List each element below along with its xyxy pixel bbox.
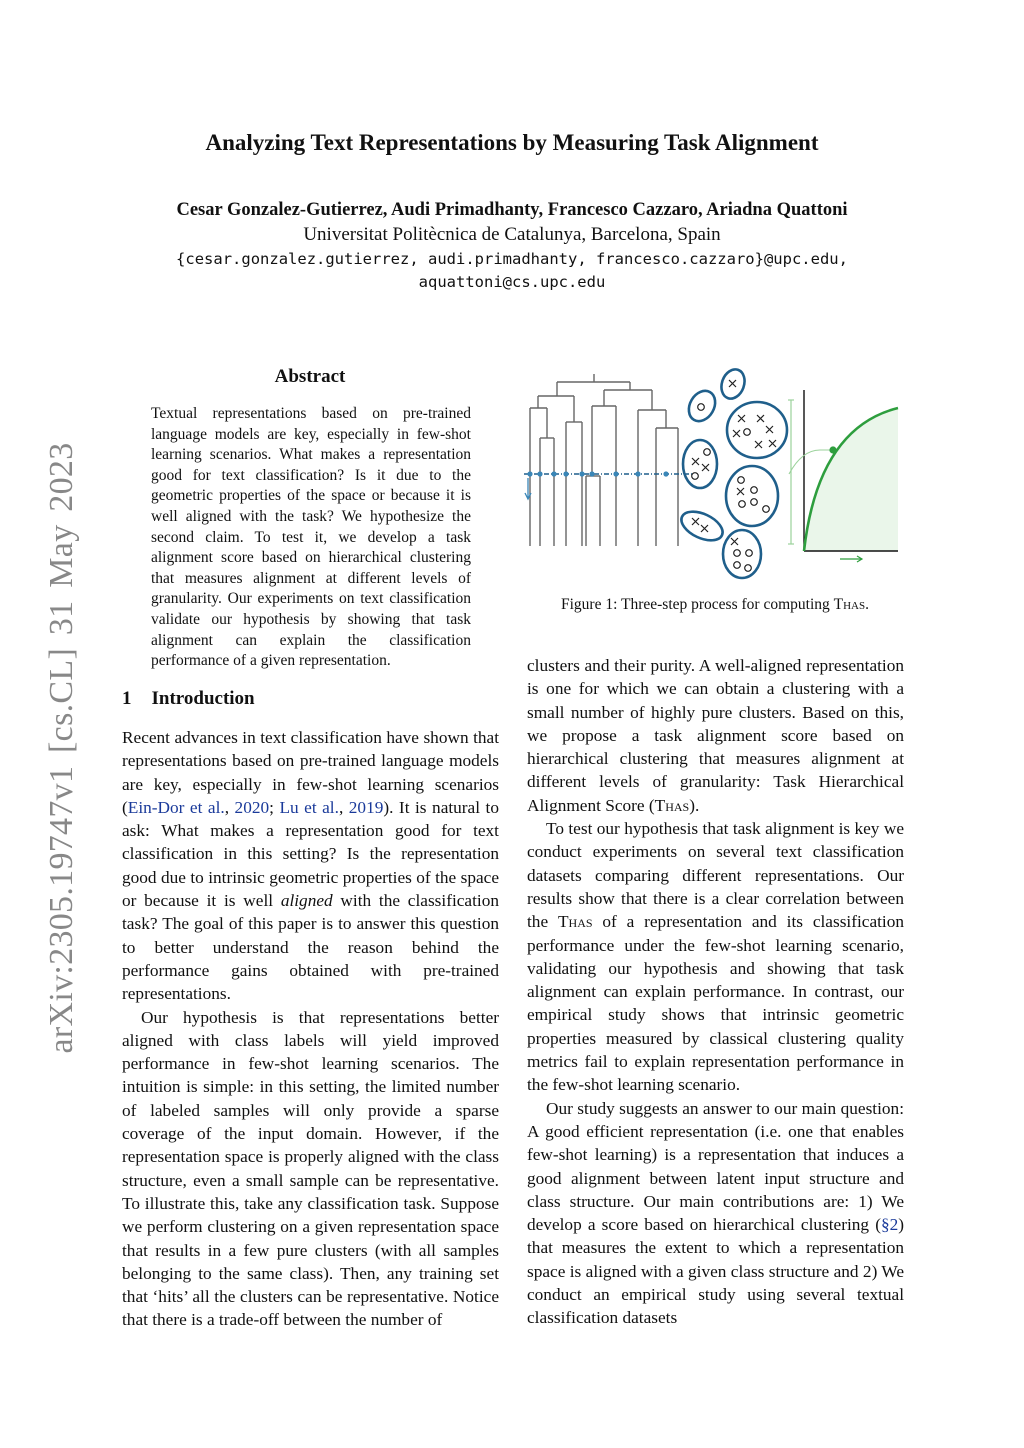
author-list: Cesar Gonzalez-Gutierrez, Audi Primadhanty, Francesco Cazzaro, Ariadna Quattoni	[176, 200, 848, 220]
author-emails-line2: aquattoni@cs.upc.edu	[418, 273, 606, 291]
cluster-outline	[727, 402, 787, 458]
cross-marker	[769, 440, 776, 447]
citation-year-link[interactable]: 2019	[348, 797, 384, 817]
section-heading	[122, 688, 255, 710]
cross-marker	[702, 464, 709, 471]
figure-caption	[520, 596, 910, 614]
intro-paragraph-4	[527, 1097, 904, 1330]
circle-marker	[692, 473, 699, 480]
cross-marker	[757, 415, 764, 422]
circle-marker	[763, 506, 770, 513]
emphasis-text: aligned	[280, 891, 333, 911]
text-run: ,	[338, 797, 349, 817]
cross-marker	[733, 430, 740, 437]
circle-marker	[739, 501, 746, 508]
circle-marker	[751, 487, 758, 494]
cut-point	[589, 471, 594, 476]
cluster-outline	[723, 530, 761, 578]
cross-marker	[692, 458, 699, 465]
citation-year-link[interactable]: 2020	[234, 797, 270, 817]
cluster-outline	[684, 386, 721, 426]
cross-marker	[729, 380, 736, 387]
curve-area-fill	[804, 408, 898, 551]
curve-point	[829, 446, 836, 453]
figure-1	[520, 368, 910, 588]
text-run: of a representation and its classification performance under the few-shot learning scenario, validating our hypothesis and showing that task alignment can explain performance. In contrast, our empirical study shows that intrinsic geometric properties measured by classical clustering quality metrics fail to explain representation performance in the few-shot learning scenario.	[527, 912, 905, 1095]
section-title: Introduction	[151, 688, 255, 709]
intro-paragraph-1	[122, 726, 499, 1006]
cut-point	[579, 471, 584, 476]
citation-link[interactable]: Lu et al.	[279, 797, 339, 817]
circle-marker	[751, 499, 758, 506]
cluster-outline	[718, 368, 749, 402]
right-arrow-icon	[840, 556, 862, 562]
affiliation: Universitat Politècnica de Catalunya, Barcelona, Spain	[303, 224, 721, 245]
cross-marker	[766, 426, 773, 433]
intro-paragraph-2: Our hypothesis is that representations better aligned with class labels will yield improved performance in few-shot learning scenarios. The intuition is simple: in this setting, the limited number of labeled samples will only provide a sparse coverage of the input domain. However, if the representation space is properly aligned with the class structure, even a small sample can be representative. To illustrate this, take any classification task. Suppose we perform clustering on a given representation space that results in a few pure clusters (with all samples belonging to the same class). Then, any training set that ‘hits’ all the clusters can be representative. Notice that there is a trade-off between the number of	[122, 1007, 499, 1330]
citation-link[interactable]: Ein-Dor et al.	[127, 797, 225, 817]
circle-marker	[745, 565, 752, 572]
author-emails-line1: {cesar.gonzalez.gutierrez, audi.primadhanty, francesco.cazzaro}@upc.edu,	[176, 250, 848, 268]
cut-point	[563, 471, 568, 476]
cluster-outline	[726, 466, 778, 526]
dendrogram	[530, 374, 678, 546]
text-run: clusters and their purity. A well-aligned representation is one for which we can obtain a clustering with a small number of highly pure clusters. Based on this, we propose a task alignment score based on hierarchical clustering that measures alignment at different levels of granularity: Task Hierarchical Alignment Score (	[527, 656, 904, 815]
thas-term: Thas	[654, 795, 690, 815]
circle-marker	[734, 550, 741, 557]
cross-marker	[701, 525, 708, 532]
right-column	[527, 654, 904, 1330]
text-run: To test our hypothesis that task alignment is key we conduct experiments on several text classification datasets comparing different representations. Our results show that there is a clear correlation between the	[527, 819, 904, 932]
text-run: Our study suggests an answer to our main question: A good efficient representation (i.e. one that enables few-shot learning) is a representation that induces a good alignment between latent input structure and class structure. Our main contributions are: 1) We develop a score based on hierarchical clustering (	[527, 1098, 904, 1235]
cross-marker	[731, 538, 738, 545]
cut-point	[551, 471, 556, 476]
caption-thas: Thas	[833, 596, 866, 613]
section-number: 1	[122, 688, 132, 709]
cut-point	[663, 471, 668, 476]
circle-marker	[738, 477, 745, 484]
thas-term: Thas	[557, 912, 593, 932]
arxiv-stamp-text: arXiv:2305.19747v1 [cs.CL] 31 May 2023	[43, 442, 80, 1054]
alignment-curve-plot	[788, 390, 898, 562]
cross-marker	[692, 518, 699, 525]
text-run: ,	[224, 797, 235, 817]
circle-marker	[704, 449, 711, 456]
cross-marker	[755, 441, 762, 448]
cut-point	[613, 471, 618, 476]
text-run: Recent advances in text classification have shown that representations based on pre-trained language models are key, especially in few-shot learning scenarios (	[122, 728, 499, 817]
circle-marker	[698, 404, 705, 411]
paper-title: Analyzing Text Representations by Measuring Task Alignment	[205, 130, 819, 155]
intro-paragraph-2-continued	[527, 654, 904, 817]
abstract-heading: Abstract	[274, 366, 346, 387]
circle-marker	[746, 550, 753, 557]
section-ref-link[interactable]: §2	[880, 1215, 899, 1235]
abstract-text: Textual representations based on pre-trained language models are key, especially in few-shot learning scenarios. What makes a representation good for text classification? Is it due to the geometric properties of the space or because it is well aligned with the task? We hypothesize the second claim. To test it, we develop a task alignment score based on hierarchical clustering that measures alignment at different levels of granularity. Our experiments on text classification validate our hypothesis by showing that task alignment can explain the classification performance of a given representation.	[151, 405, 471, 670]
text-run: ;	[269, 797, 280, 817]
text-run: ). It is natural to ask: What makes a representation good for text classification in this setting? Is the representation good due to intrinsic geometric properties of the space or because it is well	[122, 797, 499, 911]
circle-marker	[734, 562, 741, 569]
cluster-outline	[683, 440, 717, 488]
cut-point	[635, 471, 640, 476]
text-run: with the classification task? The goal of this paper is to answer this question to better understand the reason behind the performance gains obtained with pre-trained representations.	[122, 891, 499, 1004]
cut-point	[527, 471, 532, 476]
thas-process-diagram	[520, 368, 910, 588]
caption-text: .	[865, 596, 869, 613]
intro-paragraph-3	[527, 817, 904, 1097]
text-run: ) that measures the extent to which a representation space is aligned with a given class structure and 2) We conduct an empirical study using several textual classification datasets	[527, 1215, 904, 1328]
cross-marker	[737, 488, 744, 495]
caption-text: Figure 1: Three-step process for computing	[561, 596, 834, 613]
cross-marker	[738, 415, 745, 422]
circle-marker	[744, 429, 751, 436]
text-run: ).	[689, 795, 700, 815]
left-column	[122, 726, 499, 1332]
cut-point	[537, 471, 542, 476]
cross-markers	[692, 380, 776, 545]
